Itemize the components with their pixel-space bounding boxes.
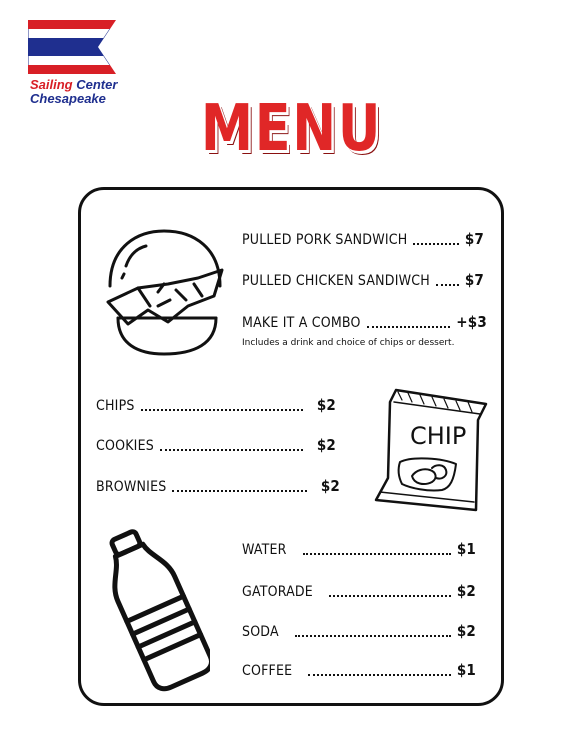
dot-leader [303,553,451,555]
logo-word-chesapeake: Chesapeake [30,91,106,106]
menu-item-combo [242,313,487,331]
dot-leader [308,674,450,676]
item-price: $2 [316,436,336,454]
dot-leader [413,243,458,245]
menu-item-pulled-chicken [242,271,484,289]
dot-leader [141,409,303,411]
item-price: $2 [320,477,340,495]
dot-leader [367,326,451,328]
dot-leader [172,490,306,492]
menu-item-soda [242,622,476,640]
dot-leader [436,284,459,286]
item-name: SODA [242,624,279,640]
item-price: $7 [464,230,484,248]
item-price: $2 [456,582,476,600]
dot-leader [329,595,451,597]
item-price: $1 [456,540,476,558]
item-name: PULLED PORK SANDWICH [242,232,408,248]
item-price: +$3 [456,313,487,331]
flag-logo-icon [28,20,116,74]
menu-item-chips [96,396,336,414]
item-name: CHIPS [96,398,135,414]
item-name: MAKE IT A COMBO [242,315,361,331]
water-bottle-icon [104,524,210,692]
dot-leader [295,635,451,637]
item-name: COOKIES [96,438,154,454]
burger-icon [98,226,232,358]
menu-item-gatorade [242,582,476,600]
menu-item-cookies [96,436,336,454]
item-name: GATORADE [242,584,313,600]
menu-item-pulled-pork [242,230,484,248]
logo-word-center: Center [76,77,118,92]
menu-item-coffee [242,661,476,679]
item-price: $1 [456,661,476,679]
item-name: PULLED CHICKEN SANDIWCH [242,273,430,289]
item-name: COFFEE [242,663,293,679]
logo-word-sailing: Sailing [30,77,73,92]
item-price: $2 [316,396,336,414]
item-price: $7 [464,271,484,289]
menu-title: MENU [200,92,383,166]
chips-bag-icon [372,384,490,516]
combo-note: Includes a drink and choice of chips or dessert. [242,338,455,348]
chips-bag-label: CHIP [410,422,467,450]
item-price: $2 [456,622,476,640]
item-name: WATER [242,542,287,558]
menu-item-water [242,540,476,558]
item-name: BROWNIES [96,479,167,495]
dot-leader [160,449,303,451]
menu-item-brownies [96,477,340,495]
